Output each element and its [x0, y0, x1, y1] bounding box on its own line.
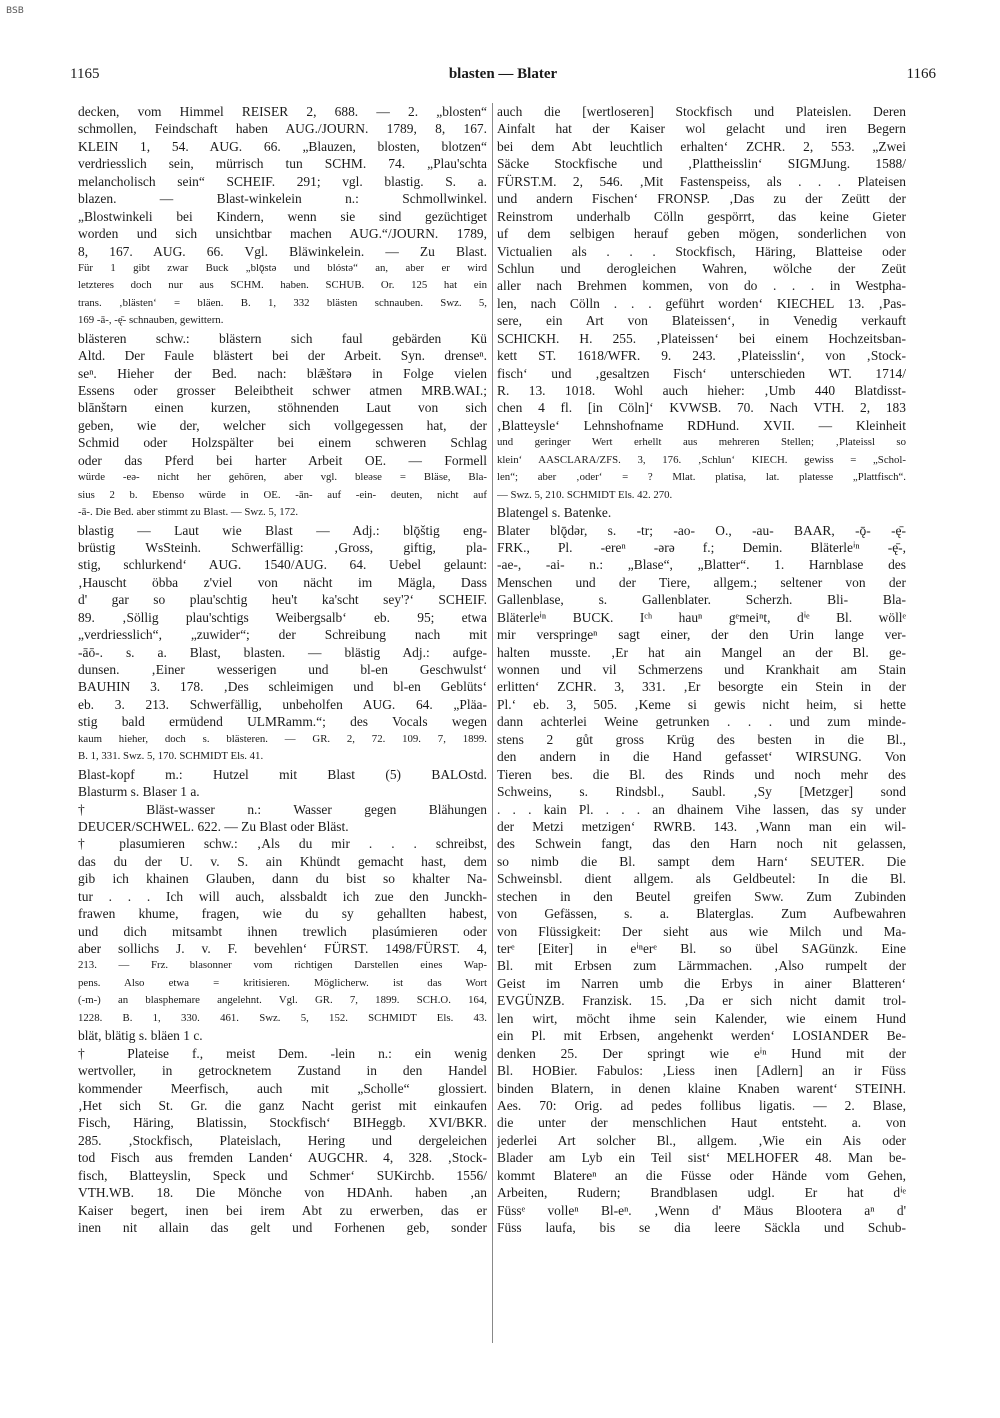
text-line: stig, schlurkend‘ AUG. 1540/AUG. 64. Uebel gelaunt:: [78, 557, 487, 573]
text-line: jederlei Art solcher Bl., allgem. ‚Wie ein Ais oder: [497, 1132, 906, 1148]
text-line: würde -eə- nicht her gehören, aber vgl. bleəse = Bläse, Bla-: [78, 471, 487, 484]
text-line: Gallenblase, s. Gallenblater. Scherzh. Bli- Bla-: [497, 592, 906, 608]
text-line: B. 1, 331. Swz. 5, 170. SCHMIDT Els. 41.: [78, 750, 264, 763]
text-line: und andern Fischen‘ FRONSP. ‚Das zu der Zeütt der: [497, 191, 906, 207]
text-line: binden Blatern, in denen klaine Knaben warent‘ STEINH.: [497, 1080, 906, 1096]
text-line: ‚Hauscht öbba z'viel von nächt im Mägla, Dass: [78, 574, 487, 590]
text-line: kommender Meerfisch, auch mit „Scholle“ glossiert.: [78, 1080, 487, 1096]
text-line: kaum hieher, doch s. blästeren. — GR. 2, 72. 109. 7, 1899.: [78, 732, 487, 745]
text-line: aller nach Brehmen kommen, von do . . . in Westpha-: [497, 278, 906, 294]
text-line: Ainfalt hat der Kaiser wol gelacht und iren Begern: [497, 121, 906, 137]
text-line: Säcke Stockfische und ‚Plattheisslin‘ SIGMJung. 1588/: [497, 156, 906, 172]
text-line: -ae-, -ai- n.: „Blase“, „Blatter“. 1. Harnblase des: [497, 557, 906, 573]
text-line: so nimb die Bl. sampt dem Harn‘ SEUTER. Die: [497, 853, 906, 869]
text-line: † plasumieren schw.: ‚Als du mir . . . schreibst,: [78, 836, 487, 852]
text-line: dann achterlei Weine getrunken . . . und zum minde-: [497, 714, 906, 730]
text-line: Blast-kopf m.: Hutzel mit Blast (5) BALOstd.: [78, 766, 487, 782]
text-line: auch die [wertloseren] Stockfisch und Plateislen. Deren: [497, 104, 906, 119]
text-line: mir verspringeⁿ sagt einer, der den Urin lange ver-: [497, 627, 906, 643]
text-line: seⁿ. Hieher der Bed. nach: blǣštərə in Folge vielen: [78, 365, 487, 381]
text-line: bei dem Abt leuchtlich erhalten‘ ZCHR. 2, 553. „Zwei: [497, 138, 906, 154]
text-line: fisch‘ und ‚gesaltzen Fisch‘ unterschieden WT. 1714/: [497, 365, 906, 381]
text-line: verdriesslich sein, mürrisch tun SCHM. 74. „Plau'schta: [78, 156, 487, 172]
text-line: † Plateise f., meist Dem. -lein n.: ein wenig: [78, 1045, 487, 1061]
text-line: blānštərn einen kurzen, stöhnenden Laut von sich: [78, 400, 487, 416]
text-line: R. 13. 1018. Wohl auch hieher: ‚Umb 440 Blatdisst-: [497, 383, 906, 398]
text-line: blät, blätig s. bläen 1 c.: [78, 1028, 203, 1044]
text-line: Arbeiten, Rudern; Brandblasen udgl. Er hat dⁱᵉ: [497, 1185, 906, 1201]
text-line: 285. ‚Stockfisch, Plateislach, Hering und dergeleichen: [78, 1132, 487, 1148]
text-line: stig bald ermüdend ULMRamm.“; des Vocals wegen: [78, 714, 487, 730]
text-line: † Bläst-wasser n.: Wasser gegen Blähungen: [78, 801, 487, 817]
text-line: aber sollichs J. v. F. bevehlen‘ FÜRST. 1498/FÜRST. 4,: [78, 941, 487, 956]
text-line: KLEIN 1, 54. AUG. 66. „Blauzen, blosten, blotzen“: [78, 138, 487, 154]
text-line: sere, ein Art von Blateissen‘, in Venedig verkauft: [497, 313, 906, 329]
text-line: Füssᵉ volleⁿ Bl-eⁿ. ‚Wenn d' Mäus Blootera aⁿ d': [497, 1202, 906, 1218]
text-line: len“; aber ‚oder‘ = ? Mlat. platisa, lat. platesse „Plattfisch“.: [497, 471, 906, 484]
text-line: Füss laufa, bis se dia leere Säckla und Schub-: [497, 1220, 906, 1235]
text-line: tod Fisch aus fremden Landen‘ AUGCHR. 4, 328. ‚Stock-: [78, 1150, 487, 1166]
text-line: Schweinsbl. dient allgem. als Geldbeutel: In die Bl.: [497, 871, 906, 887]
text-line: blästeren schw.: blästern sich faul gebärden Kü: [78, 330, 487, 346]
text-line: Bläterleⁱⁿ BUCK. Iᶜʰ hauⁿ gᵉmeiⁿt, dⁱᵉ Bl. wöllᵉ: [497, 609, 906, 625]
text-line: Blasturm s. Blaser 1 a.: [78, 784, 200, 800]
text-line: Blatengel s. Batenke.: [497, 505, 612, 521]
text-line: denken 25. Der springt wie eⁱⁿ Hund mit der: [497, 1045, 906, 1061]
text-line: Geist im Narren umb die Erbys in ainer Blatteren‘: [497, 975, 906, 991]
text-line: von Flüssigkeit: Der sieht aus wie Milch und Ma-: [497, 923, 906, 939]
text-line: Für 1 gibt zwar Buck „blǭstə und blóstə“ an, aber er wird: [78, 261, 487, 274]
page-number-right: 1166: [906, 66, 936, 82]
text-line: 8, 167. AUG. 66. Vgl. Bläwinkelein. — Zu Blast.: [78, 243, 487, 259]
text-line: Menschen und der Tiere, allgem.; seltener von der: [497, 574, 906, 590]
text-line: FRK., Pl. -ereⁿ -ərə f.; Demin. Bläterleⁱⁿ -ę̄-,: [497, 539, 906, 555]
text-line: dunsen. ‚Einer wesserigen und bl-en Geschwulst‘: [78, 662, 487, 677]
text-line: frawen khume, fragen, wie du sy gehallten habest,: [78, 906, 487, 922]
text-line: DEUCER/SCHWEL. 622. — Zu Blast oder Bläst.: [78, 818, 349, 834]
left-column: [78, 103, 487, 1236]
text-line: von Gefässen, s. a. Blaterglas. Zum Aufbewahren: [497, 906, 906, 922]
text-line: kett ST. 1618/WFR. 9. 243. ‚Plateisslin‘, von ‚Stock-: [497, 348, 906, 364]
text-line: ‚Blatteysle‘ Lehnshofname RDHund. XVII. — Kleinheit: [497, 417, 906, 433]
text-line: halten musste. ‚Er hat ain Mangel an der Bl. ge-: [497, 644, 906, 660]
text-line: 89. ‚Söllig plau'schtigs Weibergsalb‘ eb. 95; etwa: [78, 609, 487, 625]
text-line: len, nach Cölln . . . geführt worden‘ KIECHEL 13. ‚Pas-: [497, 295, 906, 311]
text-line: gib ich khainen Glauben, dann du bist so khalter Na-: [78, 871, 487, 887]
text-line: und geringer Wert erhellt aus mehreren Stellen; ‚Plateissl so: [497, 436, 906, 449]
text-line: 213. — Frz. blasonner vom richtigen Darstellen eines Wap-: [78, 959, 487, 972]
text-line: erlitten‘ ZCHR. 3, 331. ‚Er besorgte ein Stein in der: [497, 679, 906, 695]
text-line: blastig — Laut wie Blast — Adj.: blǭštig eng-: [78, 522, 487, 538]
library-stamp: BSB: [6, 6, 24, 16]
text-line: Blater blǭdər, s. -tr; -ao- O., -au- BAAR, -ǭ- -ę̄-: [497, 522, 906, 538]
page-header: [70, 66, 936, 88]
text-line: worden und sich unsichtbar machen AUG.“/JOURN. 1789,: [78, 226, 487, 242]
text-line: Schmid oder Holzspälter bei einem schweren Schlag: [78, 435, 487, 451]
text-line: EVGÜNZB. Franzisk. 15. ‚Da er sich nicht damit trol-: [497, 993, 906, 1009]
text-line: und dich mitsambt ihnen trewlich plasúmieren oder: [78, 923, 487, 939]
running-title: blasten — Blater: [448, 66, 558, 82]
text-line: Schlun und derogleichen Wahren, wölche der Zeüt: [497, 260, 906, 276]
text-line: fisch, Blatteyslin, Speck und Schmer‘ SUKirchb. 1556/: [78, 1167, 487, 1183]
text-line: chen 4 fl. [in Cöln]‘ KVWSB. 70. Nach VTH. 2, 183: [497, 400, 906, 416]
text-line: kommt Blatereⁿ an die Füsse oder Hände vom Gehen,: [497, 1167, 906, 1183]
text-line: brüstig WsSteinh. Schwerfällig: ‚Gross, giftig, pla-: [78, 539, 487, 555]
text-line: Bl. mit Erbsen zum Lärmmachen. ‚Also rumpelt der: [497, 958, 906, 974]
text-line: pens. Also etwa = kritisieren. Möglicherw. ist das Wort: [78, 976, 487, 989]
text-line: decken, vom Himmel REISER 2, 688. — 2. „blosten“: [78, 104, 487, 119]
text-line: Schweins, s. Rindsbl., Saubl. ‚Sy [Metzger] sond: [497, 784, 906, 800]
text-line: terᵉ [Eiter] in eⁱⁿerᵉ Bl. so übel SAGünzk. Eine: [497, 941, 906, 956]
text-line: SCHICKH. H. 255. ‚Plateissen‘ bei einem Hochzeitsban-: [497, 330, 906, 346]
text-line: stechen in den Beutel greifen Sww. Zum Zubinden: [497, 888, 906, 904]
text-line: d' gar so plau'schtig heu't ka'scht sey'?‘ SCHEIF.: [78, 592, 487, 608]
text-line: 169 -ā-, -ę̄- schnauben, gewittern.: [78, 314, 224, 327]
text-line: melancholisch sein“ SCHEIF. 291; vgl. blastig. S. a.: [78, 173, 487, 189]
text-line: Essens oder grosser Beleibtheit schwer atmen MRB.WAI.;: [78, 383, 487, 398]
text-line: len wirt, möcht ihme sein Kalender, wie einem Hund: [497, 1010, 906, 1026]
text-line: trans. ‚blästen‘ = bläen. B. 1, 332 blästen schnauben. Swz. 5,: [78, 296, 487, 309]
text-line: Tieren bes. die Bl. des Rinds und noch mehr des: [497, 766, 906, 782]
right-column: [497, 103, 906, 1236]
text-line: den andern in die Hand gefasset‘ WIRSUNG. Von: [497, 749, 906, 765]
text-line: Pl.‘ eb. 3, 505. ‚Keme si gewis nicht heim, si hette: [497, 696, 906, 712]
text-line: das du der U. v. S. ain Khündt gemacht hast, dem: [78, 853, 487, 869]
page-number-left: 1165: [70, 66, 100, 82]
text-line: schmollen, Feindschaft haben AUG./JOURN. 1789, 8, 167.: [78, 121, 487, 137]
text-line: der Metzi metzigen‘ RWRB. 143. ‚Wann man ein wil-: [497, 818, 906, 834]
text-line: Kaiser begert, inen bei irem Abt zu erwerben, das er: [78, 1202, 487, 1218]
text-line: BAUHIN 3. 178. ‚Des schleimigen und bl-en Geblüts‘: [78, 679, 487, 695]
text-line: letzteres doch nur aus SCHM. haben. SCHUB. Or. 125 hat ein: [78, 279, 487, 292]
text-line: „verdriesslich“, „zuwider“; der Schreibung nach mit: [78, 627, 487, 643]
text-line: wonnen und vil Schmerzens und Krankhait am Stain: [497, 662, 906, 677]
text-line: ‚Het sich St. Gr. die ganz Nacht gerist mit einkaufen: [78, 1097, 487, 1113]
text-line: klein‘ AASCLARA/ZFS. 3, 176. ‚Schlun‘ KIECH. gewiss = „Schol-: [497, 453, 906, 466]
text-line: stens 2 gůt gross Krüg des besten in die Bl.,: [497, 731, 906, 747]
text-line: ein Pl. mit Erbsen, angehenkt werden‘ LOSIANDER Be-: [497, 1028, 906, 1044]
text-line: tur . . . Ich will auch, alssbaldt ich zue den Junckh-: [78, 888, 487, 904]
text-line: Altd. Der Faule blästert bei der Arbeit. Syn. drenseⁿ.: [78, 348, 487, 364]
text-line: Bl. HOBier. Fabulos: ‚Liess inen [Adlern] an ir Füss: [497, 1063, 906, 1079]
text-line: (-m-) an blasphemare angelehnt. Vgl. GR. 7, 1899. SCH.O. 164,: [78, 994, 487, 1007]
text-line: — Swz. 5, 210. SCHMIDT Els. 42. 270.: [497, 488, 673, 501]
text-line: Blader am Lyb ein Teil sist‘ MELHOFER 48. Man be-: [497, 1150, 906, 1166]
text-line: blazen. — Blast-winkelein n.: Schmollwinkel.: [78, 191, 487, 207]
text-line: oder das Pferd bei harter Arbeit OE. — Formell: [78, 452, 487, 468]
text-line: -ā-. Die Bed. aber stimmt zu Blast. — Swz. 5, 172.: [78, 506, 299, 519]
text-line: geben, wie der, welcher sich vollgegessen hat, der: [78, 417, 487, 433]
text-line: Aes. 70: Orig. ad pedes follibus ligatis. — 2. Blase,: [497, 1097, 906, 1113]
text-line: VTH.WB. 18. Die Mönche von HDAnh. haben ‚an: [78, 1185, 487, 1201]
text-line: des Schwein fangt, das den Harn noch nit gelassen,: [497, 836, 906, 852]
text-line: . . . kain Pl. . . . an dhainem Vihe lassen, das sy under: [497, 801, 906, 817]
text-line: FÜRST.M. 2, 546. ‚Mit Fastenspeiss, als . . . Plateisen: [497, 173, 906, 189]
text-line: Victualien als . . . Stockfisch, Häring, Blatteise oder: [497, 243, 906, 259]
text-line: „Blostwinkeli bei Kindern, wenn sie sind gezüchtiget: [78, 208, 487, 224]
text-line: sius 2 b. Ebenso würde in OE. -ān- auf -ein- deuten, nicht auf: [78, 488, 487, 501]
text-line: 1228. B. 1, 330. 461. Swz. 5, 152. SCHMIDT Els. 43.: [78, 1011, 487, 1024]
text-line: uf dem selbigen herauf geben mögen, sonderlichen von: [497, 226, 906, 242]
text-line: eb. 3. 213. Schwerfällig, unbeholfen AUG. 64. „Pläa-: [78, 696, 487, 712]
text-line: wertvoller, in getrocknetem Zustand in den Handel: [78, 1063, 487, 1079]
text-line: die unter der menschlichen Haut entsteht. a. von: [497, 1115, 906, 1131]
text-line: Reinstrom underhalb Cölln gespörrt, das keine Gieter: [497, 208, 906, 224]
text-line: Fisch, Häring, Blatissin, Stockfisch‘ BIHeggb. XVI/BKR.: [78, 1115, 487, 1131]
column-divider: [492, 103, 493, 1343]
text-line: -āō-. s. a. Blast, blasten. — blästig Adj.: aufge-: [78, 644, 487, 660]
text-line: inen nit allain das gelt und Forhenen geb, sonder: [78, 1220, 487, 1235]
